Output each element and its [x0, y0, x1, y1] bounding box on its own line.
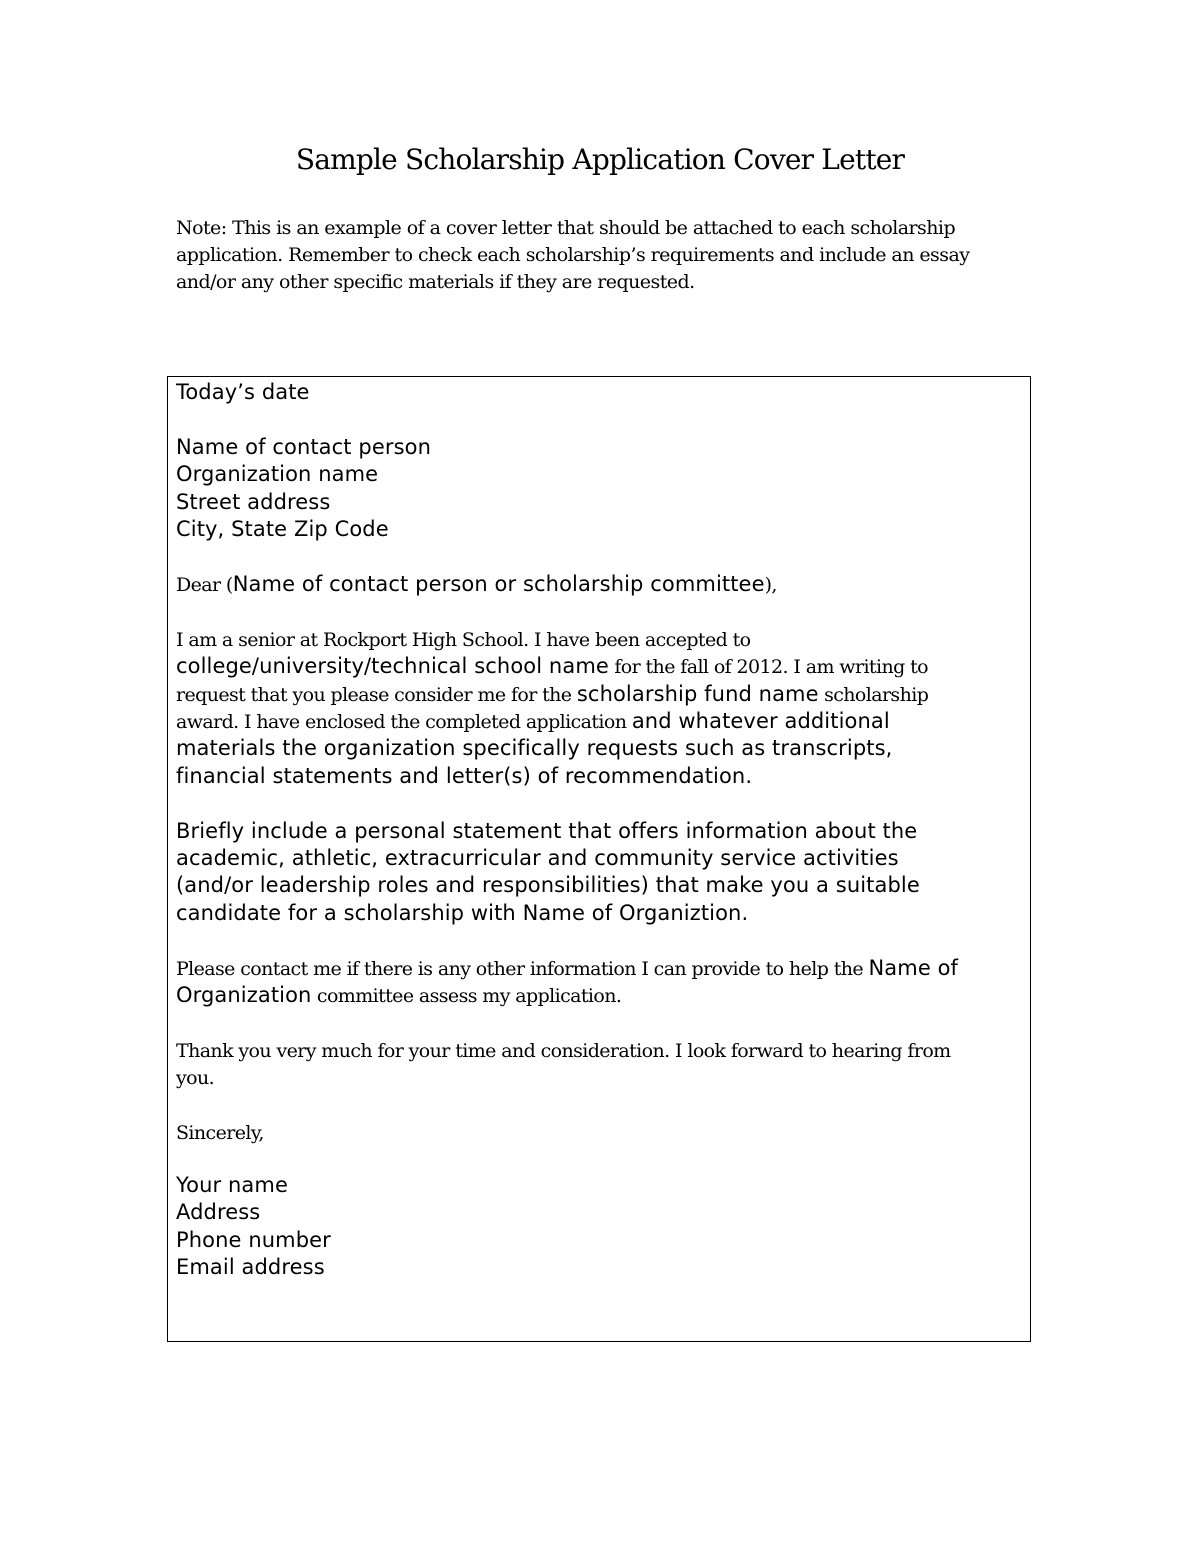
para1-line3	[176, 681, 928, 709]
para3-line1-start: Please contact me if there is any other information I can provide to help the	[176, 958, 869, 980]
closing: Sincerely,	[176, 1122, 264, 1144]
para1-line2-text: for the fall of 2012. I am writing to	[608, 656, 928, 678]
recipient-street: Street address	[176, 490, 331, 514]
materials-placeholder-2: materials the organization specifically requests such as transcripts,	[176, 736, 893, 760]
para1-line3-end: scholarship	[818, 684, 929, 706]
materials-placeholder-3: financial statements and letter(s) of recommendation.	[176, 764, 753, 788]
recipient-name: Name of contact person	[176, 435, 431, 459]
salutation-prefix: Dear (	[176, 574, 233, 596]
org-name-placeholder-2: Organization	[176, 983, 312, 1007]
school-name-placeholder: college/university/technical school name	[176, 654, 609, 678]
para3-line1	[176, 955, 958, 983]
recipient-city-state-zip: City, State Zip Code	[176, 517, 389, 541]
para2-line1: Briefly include a personal statement that offers information about the	[176, 819, 918, 843]
para4-line2: you.	[176, 1067, 215, 1089]
para2-line2: academic, athletic, extracurricular and community service activities	[176, 846, 899, 870]
instruction-note: Note: This is an example of a cover letter that should be attached to each scholarship application. Remember to check each scholarship’s requirements and include an essay and/or any other specific materials if they are requested.	[176, 217, 970, 293]
para1-line4	[176, 708, 890, 736]
fund-name-placeholder: scholarship fund name	[576, 682, 819, 706]
recipient-organization: Organization name	[176, 462, 379, 486]
signature-phone: Phone number	[176, 1228, 331, 1252]
salutation	[176, 571, 777, 599]
document-title: Sample Scholarship Application Cover Letter	[295, 143, 905, 176]
para1-line1: I am a senior at Rockport High School. I have been accepted to	[176, 629, 751, 651]
para1-line4-start: award. I have enclosed the completed application	[176, 711, 632, 733]
org-name-placeholder-1: Name of	[868, 956, 959, 980]
signature-name: Your name	[176, 1173, 288, 1197]
letter-date: Today’s date	[176, 380, 310, 404]
signature-email: Email address	[176, 1255, 325, 1279]
salutation-name: Name of contact person or scholarship committee	[232, 572, 765, 596]
para3-line2-end: committee assess my application.	[311, 985, 622, 1007]
para4-line1: Thank you very much for your time and consideration. I look forward to hearing from	[176, 1040, 951, 1062]
para2-line3: (and/or leadership roles and responsibilities) that make you a suitable	[176, 873, 920, 897]
para1-line3-start: request that you please consider me for the	[176, 684, 577, 706]
signature-address: Address	[176, 1200, 261, 1224]
para1-line2	[176, 653, 928, 681]
para2-line4: candidate for a scholarship with Name of Organiztion.	[176, 901, 749, 925]
para3-line2	[176, 982, 621, 1010]
materials-placeholder-1: and whatever additional	[631, 709, 890, 733]
salutation-suffix: ),	[764, 574, 777, 596]
